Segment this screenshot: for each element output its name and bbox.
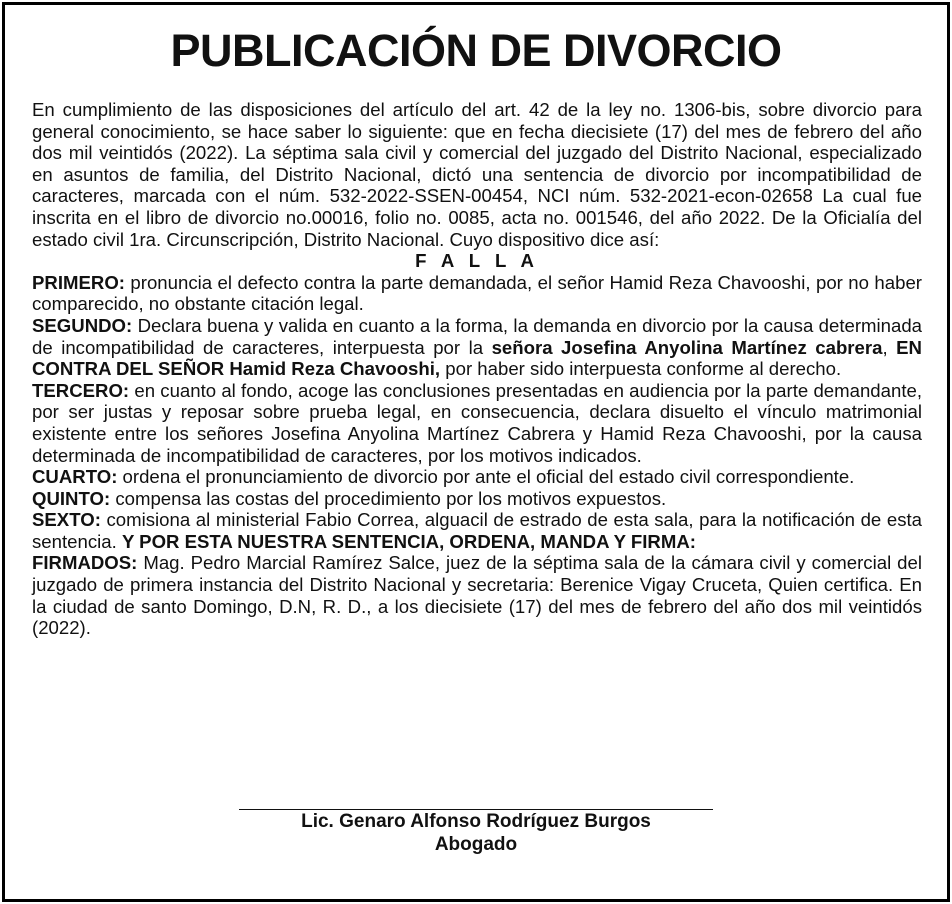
signatory-name: Lic. Genaro Alfonso Rodríguez Burgos [301, 811, 651, 832]
closing-statement: Y POR ESTA NUESTRA SENTENCIA, ORDENA, MANDA Y FIRMA: [121, 530, 696, 552]
clause-label: FIRMADOS: [32, 552, 138, 574]
clause-label: CUARTO: [32, 466, 118, 488]
clause-label: SEGUNDO: [32, 314, 133, 336]
clause-cuarto [32, 466, 922, 488]
clause-sexto [32, 509, 922, 552]
clause-text: en cuanto al fondo, acoge las conclusiones presentadas en audiencia por la parte demandante, por ser justas y reposar sobre prueba legal, en consecuencia, declara disuelto el vínculo matrimonial existente entre los señores Josefina Anyolina Martínez Cabrera y Hamid Reza Chavooshi, por la causa determinada de incompatibilidad de caracteres, por los motivos indicados. [32, 379, 922, 466]
falla-heading: F A L L A [415, 250, 539, 272]
clause-primero [32, 272, 922, 315]
clause-label: QUINTO: [32, 487, 111, 509]
clause-label: PRIMERO: [32, 271, 125, 293]
clause-text: , [882, 336, 897, 358]
signatory-role: Abogado [434, 834, 518, 855]
defendant-name: EN CONTRA DEL SEÑOR Hamid Reza Chavooshi, [32, 336, 922, 380]
notice-body [32, 99, 922, 639]
clause-label: TERCERO: [32, 379, 130, 401]
signature-block [5, 809, 947, 856]
notice-frame [2, 2, 950, 902]
clause-text: pronuncia el defecto contra la parte demandada, el señor Hamid Reza Chavooshi, por no haber comparecido, no obstante citación legal. [32, 271, 922, 315]
notice-title: PUBLICACIÓN DE DIVORCIO [170, 25, 782, 76]
clause-text: por haber sido interpuesta conforme al derecho. [440, 358, 842, 380]
clause-text: compensa las costas del procedimiento por los motivos expuestos. [110, 487, 667, 509]
clause-firmados [32, 552, 922, 638]
clause-text: Mag. Pedro Marcial Ramírez Salce, juez de la séptima sala de la cámara civil y comercial del juzgado de primera instancia del Distrito Nacional y secretaria: Berenice Vigay Cruceta, Quien certifica. En la ciudad de santo Domingo, D.N, R. D., a los diecisiete (17) del mes de febrero del año dos mil veintidós (2022). [32, 552, 922, 639]
plaintiff-name: señora Josefina Anyolina Martínez cabrera [491, 336, 883, 358]
clause-segundo [32, 315, 922, 380]
clause-tercero [32, 380, 922, 466]
clause-quinto [32, 488, 922, 510]
intro-paragraph: En cumplimiento de las disposiciones del artículo del art. 42 de la ley no. 1306-bis, sobre divorcio para general conocimiento, se hace saber lo siguiente: que en fecha diecisiete (17) del mes de febrero del año dos mil veintidós (2022). La séptima sala civil y comercial del juzgado del Distrito Nacional, especializado en asuntos de familia, del Distrito Nacional, dictó una sentencia de divorcio por incompatibilidad de caracteres, marcada con el núm. 532-2022-SSEN-00454, NCI núm. 532-2021-econ-02658 La cual fue inscrita en el libro de divorcio no.00016, folio no. 0085, acta no. 001546, del año 2022. De la Oficialía del estado civil 1ra. Circunscripción, Distrito Nacional. Cuyo dispositivo dice así: [32, 99, 922, 250]
clause-text: comisiona al ministerial Fabio Correa, alguacil de estrado de esta sala, para la notificación de esta sentencia. [32, 509, 922, 552]
clause-text: Declara buena y valida en cuanto a la forma, la demanda en divorcio por la causa determinada de incompatibilidad de caracteres, interpuesta por la [32, 314, 922, 358]
clause-text: ordena el pronunciamiento de divorcio por ante el oficial del estado civil correspondiente. [117, 466, 855, 488]
clause-label: SEXTO: [32, 509, 101, 531]
